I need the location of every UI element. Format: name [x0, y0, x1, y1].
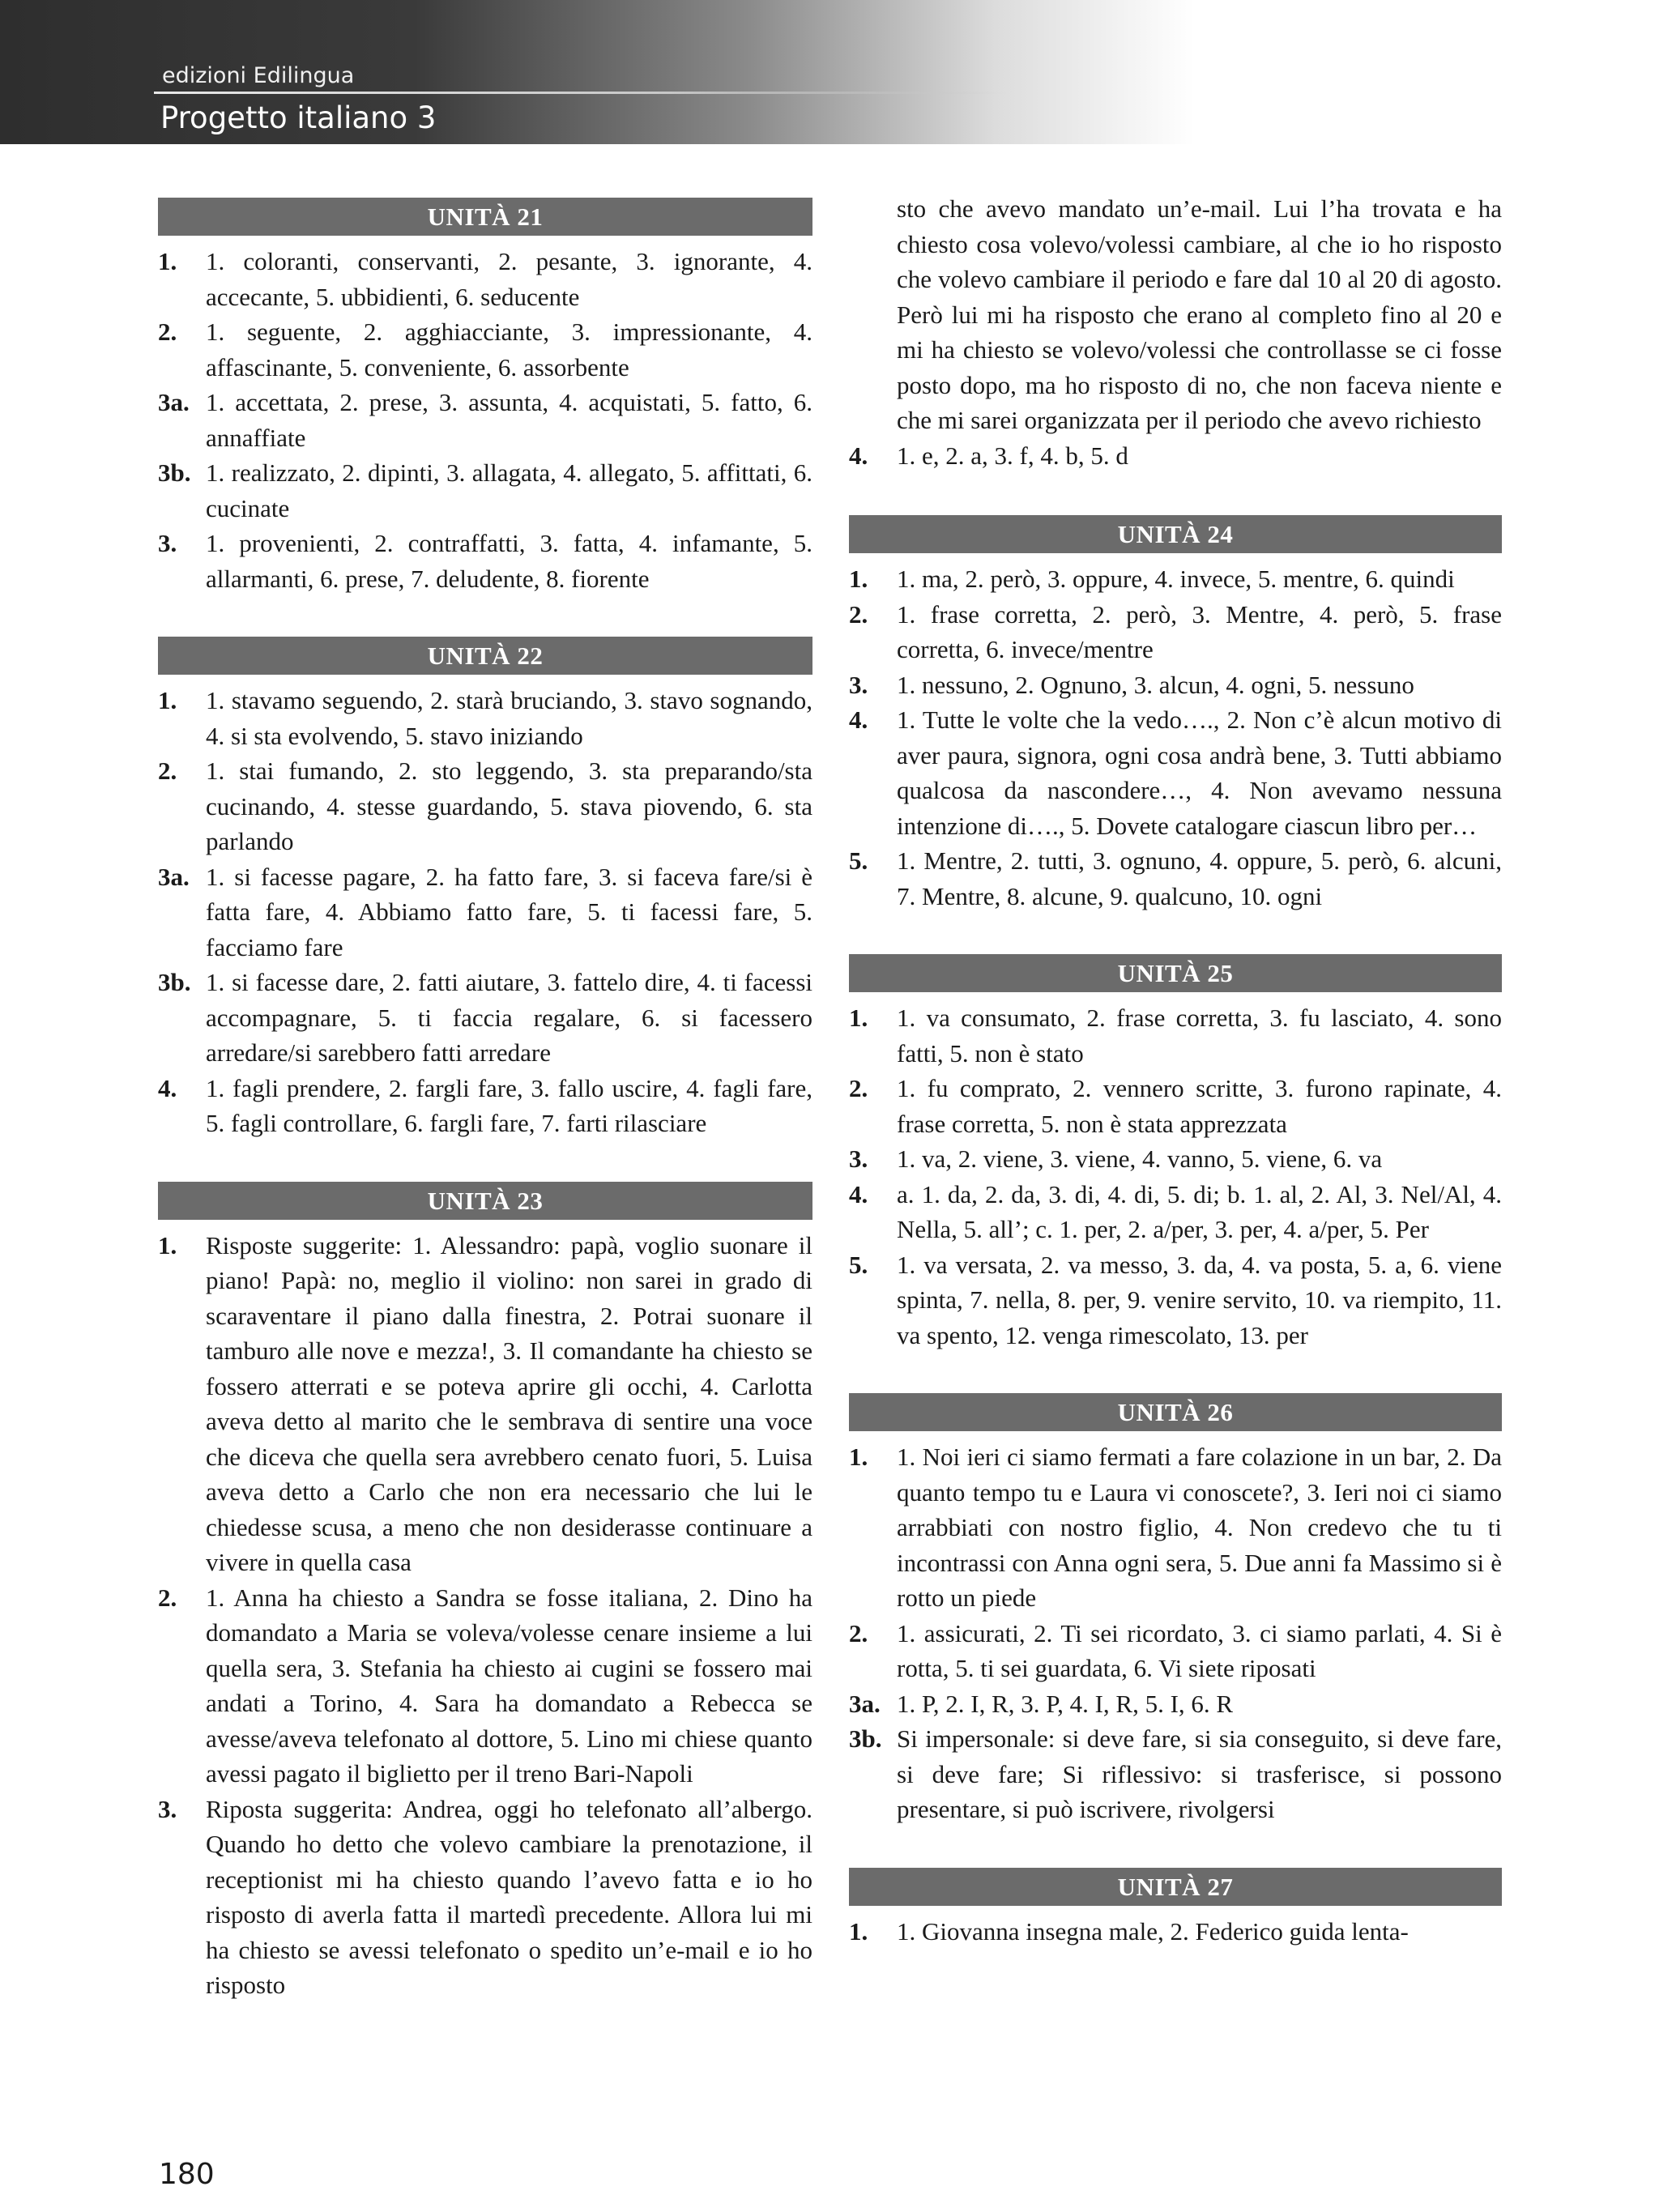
- item-number: 3a.: [158, 388, 190, 416]
- item-text: 1. si facesse dare, 2. fatti aiutare, 3. fattelo dire, 4. ti facessi accompagnare, 5. ti faccia regalare, 6. si facessero arredare/si sarebbero fatti arredare: [206, 968, 812, 1067]
- item-number: 3a.: [158, 862, 190, 891]
- answer-item: [849, 1141, 1502, 1177]
- answer-item: [158, 1792, 812, 2003]
- answer-item: [158, 1580, 812, 1792]
- item-text: 1. coloranti, conservanti, 2. pesante, 3. ignorante, 4. accecante, 5. ubbidienti, 6. seducente: [206, 247, 812, 311]
- item-number: 2.: [849, 1618, 868, 1647]
- publisher-name: edizioni Edilingua: [162, 63, 355, 88]
- answer-item: [158, 314, 812, 385]
- unit-22: [158, 637, 812, 1141]
- unit-25: [849, 954, 1502, 1353]
- unit-27: [849, 1868, 1502, 1950]
- item-text: Risposte suggerite: 1. Alessandro: papà, voglio suonare il piano! Papà: no, meglio il violino: non sarei in grado di scaraventare il piano dalla finestra, 2. Potrai suonare il tamburo alle nove e mezza!, 3. Il comandante ha chiesto se fossero atterrati e se poteva aprire gli occhi, 4. Carlotta aveva detto al marito che le sembrava di sentire una voce che diceva che quella sera avrebbero cenato fuori, 5. Luisa aveva detto a Carlo che non era necessario che lui le chiedesse scusa, a meno che non desiderasse continuare a vivere in quella casa: [206, 1230, 812, 1576]
- continued-text: sto che avevo mandato un’e-mail. Lui l’ha trovata e ha chiesto cosa volevo/volessi cambiare, al che io ho risposto che volevo cambiare il periodo e fare dal 10 al 20 di agosto. Però lui mi ha risposto che erano al completo fino al 20 e mi ha chiesto se volevo/volessi che controllasse se ci fosse posto dopo, ma ho risposto di no, che non faceva niente e che mi sarei organizzata per il periodo che avevo richiesto: [897, 194, 1502, 434]
- item-number: 3b.: [158, 458, 191, 487]
- unit-header: UNITÀ 21: [158, 198, 812, 236]
- answer-item: [158, 859, 812, 965]
- item-number: 1.: [849, 1004, 868, 1032]
- item-number: 1.: [158, 686, 177, 714]
- item-number: 2.: [849, 1074, 868, 1102]
- page-header: [0, 0, 1659, 144]
- answer-item: [158, 244, 812, 314]
- item-text: 1. accettata, 2. prese, 3. assunta, 4. acquistati, 5. fatto, 6. annaffiate: [206, 388, 812, 452]
- answer-item: [849, 702, 1502, 843]
- item-text: Riposta suggerita: Andrea, oggi ho telefonato all’albergo. Quando ho detto che volevo cambiare la prenotazione, il receptionist mi ha chiesto quando l’avevo fatta e io ho risposto di averla fatta il martedì precedente. Allora lui mi ha chiesto se avessi telefonato o spedito un’e-mail e io ho risposto: [206, 1794, 812, 1999]
- item-number: 3b.: [158, 968, 191, 996]
- answer-item: [849, 1616, 1502, 1686]
- answer-item: [158, 455, 812, 526]
- item-text: 1. va, 2. viene, 3. viene, 4. vanno, 5. viene, 6. va: [897, 1144, 1383, 1173]
- unit-header: UNITÀ 22: [158, 637, 812, 675]
- item-number: 5.: [849, 846, 868, 875]
- unit-header: UNITÀ 24: [849, 515, 1502, 553]
- answer-item: [849, 1686, 1502, 1722]
- answer-item: [849, 1439, 1502, 1616]
- item-text: 1. Giovanna insegna male, 2. Federico guida lenta-: [897, 1916, 1409, 1946]
- item-text: 1. e, 2. a, 3. f, 4. b, 5. d: [897, 441, 1128, 470]
- item-number: 2.: [849, 599, 868, 629]
- answer-item: [158, 1228, 812, 1580]
- item-text: 1. assicurati, 2. Ti sei ricordato, 3. ci siamo parlati, 4. Si è rotta, 5. ti sei guardata, 6. Vi siete riposati: [897, 1618, 1502, 1682]
- unit-21: [158, 198, 812, 596]
- page-number: 180: [159, 2158, 215, 2191]
- answer-item: [849, 1914, 1502, 1950]
- item-text: 1. P, 2. I, R, 3. P, 4. I, R, 5. I, 6. R: [897, 1689, 1234, 1718]
- item-text: 1. ma, 2. però, 3. oppure, 4. invece, 5. mentre, 6. quindi: [897, 565, 1455, 593]
- item-number: 3.: [849, 1144, 868, 1173]
- item-text: 1. stavamo seguendo, 2. starà bruciando, 3. stavo sognando, 4. si sta evolvendo, 5. stavo iniziando: [206, 686, 812, 750]
- item-number: 3a.: [849, 1689, 881, 1718]
- answer-item: [849, 1247, 1502, 1353]
- item-text: a. 1. da, 2. da, 3. di, 4. di, 5. di; b. 1. al, 2. Al, 3. Nel/Al, 4. Nella, 5. all’; c. 1. per, 2. a/per, 3. per, 4. a/per, 5. Per: [897, 1179, 1502, 1243]
- answer-item: [849, 843, 1502, 914]
- item-number: 1.: [158, 247, 177, 275]
- answer-item: [849, 561, 1502, 597]
- answer-item: [849, 1071, 1502, 1141]
- answer-item: [158, 965, 812, 1071]
- item-number: 5.: [849, 1250, 868, 1279]
- item-text: 1. nessuno, 2. Ognuno, 3. alcun, 4. ogni, 5. nessuno: [897, 670, 1414, 699]
- unit-23: [158, 1182, 812, 2003]
- left-column: [158, 198, 812, 2044]
- answer-item: [849, 1177, 1502, 1247]
- unit-26: [849, 1393, 1502, 1827]
- item-text: 1. va consumato, 2. frase corretta, 3. fu lasciato, 4. sono fatti, 5. non è stato: [897, 1004, 1502, 1068]
- book-title: Progetto italiano 3: [160, 100, 437, 135]
- item-text: 1. Anna ha chiesto a Sandra se fosse italiana, 2. Dino ha domandato a Maria se voleva/volesse cenare insieme a lui quella sera, 3. Stefania ha chiesto ai cugini se fossero mai andati a Torino, 4. Sara ha domandato a Rebecca se avesse/aveva telefonato al dottore, 5. Lino mi chiese quanto avessi pagato il biglietto per il treno Bari-Napoli: [206, 1583, 812, 1788]
- unit-header: UNITÀ 27: [849, 1868, 1502, 1906]
- item-text: 1. seguente, 2. agghiacciante, 3. impressionante, 4. affascinante, 5. conveniente, 6. assorbente: [206, 318, 812, 381]
- answer-item: [849, 597, 1502, 667]
- unit-header: UNITÀ 25: [849, 954, 1502, 992]
- item-number: 4.: [849, 1179, 868, 1208]
- unit-header: UNITÀ 23: [158, 1182, 812, 1220]
- item-number: 3.: [158, 529, 177, 557]
- item-text: Si impersonale: si deve fare, si sia conseguito, si deve fare, si deve fare; Si riflessivo: si trasferisce, si possono presentare, si può iscrivere, rivolgersi: [897, 1724, 1502, 1823]
- item-text: 1. Mentre, 2. tutti, 3. ognuno, 4. oppure, 5. però, 6. alcuni, 7. Mentre, 8. alcune, 9. qualcuno, 10. ogni: [897, 846, 1502, 910]
- item-number: 1.: [849, 1443, 868, 1471]
- item-text: 1. stai fumando, 2. sto leggendo, 3. sta preparando/sta cucinando, 4. stesse guardando, 5. stava piovendo, 6. sta parlando: [206, 757, 812, 855]
- item-number: 4.: [849, 441, 868, 470]
- item-number: 1.: [158, 1230, 177, 1259]
- item-number: 2.: [158, 318, 177, 346]
- item-number: 3.: [849, 670, 868, 699]
- item-text: 1. Noi ieri ci siamo fermati a fare colazione in un bar, 2. Da quanto tempo tu e Laura vi conoscete?, 3. Ieri noi ci siamo arrabbiati con nostro figlio, 4. Non credevo che tu ti incontrassi con Anna ogni sera, 5. Due anni fa Massimo si è rotto un piede: [897, 1443, 1502, 1612]
- unit-header: UNITÀ 26: [849, 1393, 1502, 1431]
- item-text: 1. frase corretta, 2. però, 3. Mentre, 4. però, 5. frase corretta, 6. invece/mentre: [897, 599, 1502, 663]
- item-text: 1. provenienti, 2. contraffatti, 3. fatta, 4. infamante, 5. allarmanti, 6. prese, 7. deludente, 8. fiorente: [206, 529, 812, 593]
- answer-item: [158, 385, 812, 455]
- header-divider: [154, 92, 1013, 94]
- item-number: 2.: [158, 1583, 177, 1612]
- answer-item: [849, 438, 1502, 474]
- item-text: 1. Tutte le volte che la vedo…., 2. Non c’è alcun motivo di aver paura, signora, ogni cosa andrà bene, 3. Tutti abbiamo qualcosa da nascondere…, 4. Non avevamo nessuna intenzione di…., 5. Dovete catalogare ciascun libro per…: [897, 705, 1502, 840]
- unit-23-continuation: [849, 191, 1502, 473]
- item-number: 3b.: [849, 1724, 882, 1753]
- item-number: 1.: [849, 565, 868, 593]
- right-column: [849, 191, 1502, 1989]
- item-number: 1.: [849, 1916, 868, 1946]
- item-number: 2.: [158, 757, 177, 785]
- answer-item: [158, 526, 812, 596]
- item-number: 4.: [158, 1073, 177, 1102]
- answer-item: [158, 683, 812, 753]
- unit-24: [849, 515, 1502, 914]
- item-number: 3.: [158, 1794, 177, 1823]
- item-text: 1. fagli prendere, 2. fargli fare, 3. fallo uscire, 4. fagli fare, 5. fagli controllare, 6. fargli fare, 7. farti rilasciare: [206, 1073, 812, 1137]
- answer-item: [849, 667, 1502, 703]
- item-text: 1. realizzato, 2. dipinti, 3. allagata, 4. allegato, 5. affittati, 6. cucinate: [206, 458, 812, 522]
- item-text: 1. va versata, 2. va messo, 3. da, 4. va posta, 5. a, 6. viene spinta, 7. nella, 8. per, 9. venire servito, 10. va riempito, 11. va spento, 12. venga rimescolato, 13. per: [897, 1250, 1502, 1349]
- item-text: 1. fu comprato, 2. vennero scritte, 3. furono rapinate, 4. frase corretta, 5. non è stata apprezzata: [897, 1074, 1502, 1138]
- item-number: 4.: [849, 705, 868, 734]
- answer-item: [158, 753, 812, 859]
- item-text: 1. si facesse pagare, 2. ha fatto fare, 3. si faceva fare/si è fatta fare, 4. Abbiamo fatto fare, 5. ti facessi fare, 5. facciamo fare: [206, 862, 812, 961]
- answer-item: [849, 1721, 1502, 1827]
- answer-item: [158, 1071, 812, 1141]
- answer-item: [849, 1000, 1502, 1071]
